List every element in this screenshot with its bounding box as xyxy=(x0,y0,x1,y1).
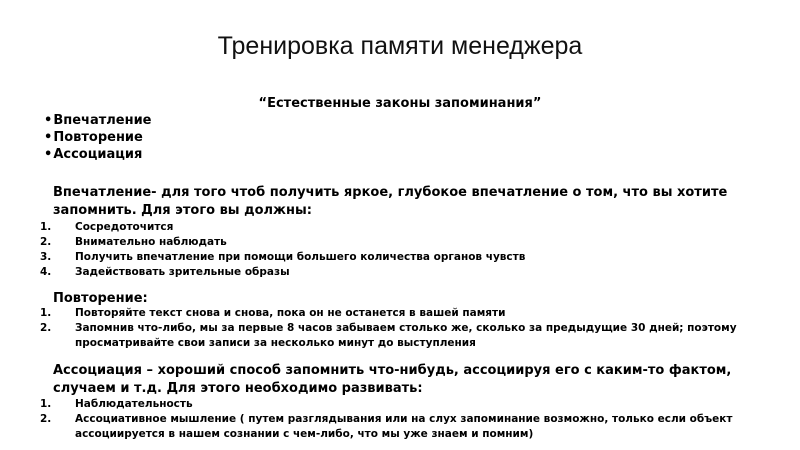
list-number: 1. xyxy=(40,221,52,233)
list-number: 2. xyxy=(40,236,52,248)
list-number: 1. xyxy=(40,307,52,319)
list-number: 2. xyxy=(40,322,52,334)
section-impression-heading: Впечатление- для того чтоб получить яркое, глубокое впечатление о том, что вы хотите запомнить. Для этого вы должны: xyxy=(53,185,728,218)
bullet-list xyxy=(44,112,152,163)
bullet-item: • Впечатление xyxy=(44,112,152,129)
list-text: Внимательно наблюдать xyxy=(75,236,227,248)
list-item xyxy=(40,412,740,442)
slide-title: Тренировка памяти менеджера xyxy=(217,32,583,60)
list-item xyxy=(40,265,740,280)
list-number: 1. xyxy=(40,398,52,410)
bullet-item: • Ассоциация xyxy=(44,146,152,163)
slide-subtitle: “Естественные законы запоминания” xyxy=(258,96,542,111)
list-item xyxy=(40,321,740,351)
repetition-list xyxy=(40,306,740,351)
list-text: Повторяйте текст снова и снова, пока он не останется в вашей памяти xyxy=(75,307,506,319)
list-item xyxy=(40,306,740,321)
impression-list xyxy=(40,220,740,280)
section-association-heading: Ассоциация – хороший способ запомнить что-нибудь, ассоциируя его с каким-то фактом, случаем и т.д. Для этого необходимо развивать: xyxy=(53,363,732,396)
list-text: Задействовать зрительные образы xyxy=(75,266,290,278)
list-item xyxy=(40,397,740,412)
list-number: 3. xyxy=(40,251,52,263)
bullet-item: • Повторение xyxy=(44,129,152,146)
list-number: 2. xyxy=(40,413,52,425)
list-item xyxy=(40,235,740,250)
list-item xyxy=(40,220,740,235)
list-number: 4. xyxy=(40,266,52,278)
list-text: Получить впечатление при помощи большего количества органов чувств xyxy=(75,251,526,263)
list-item xyxy=(40,250,740,265)
section-repetition-heading: Повторение: xyxy=(53,291,148,306)
list-text: Наблюдательность xyxy=(75,398,193,410)
list-text: Сосредоточится xyxy=(75,221,174,233)
list-text: Ассоциативное мышление ( путем разглядывания или на слух запоминание возможно, только если объект ассоциируется в нашем сознании с чем-либо, что мы уже знаем и помним) xyxy=(75,413,733,440)
association-list xyxy=(40,397,740,442)
list-text: Запомнив что-либо, мы за первые 8 часов забываем столько же, сколько за предыдущие 30 дней; поэтому просматривайте свои записи за несколько минут до выступления xyxy=(75,322,737,349)
